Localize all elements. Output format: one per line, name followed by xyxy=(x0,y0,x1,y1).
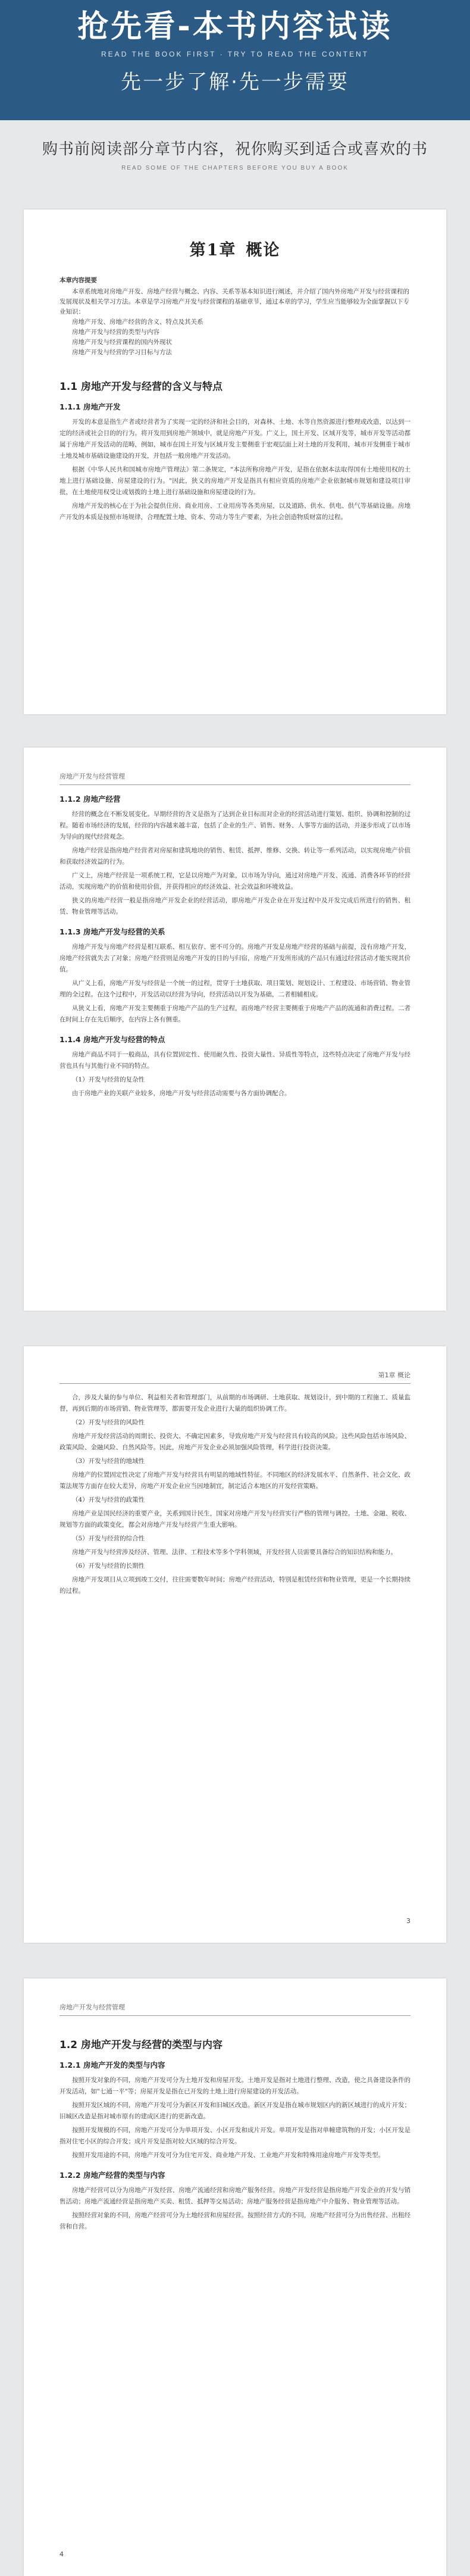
summary-item: 房地产开发与经营课程的国内外现状 xyxy=(72,339,172,346)
body-text xyxy=(59,1392,411,1597)
chapter-summary xyxy=(59,276,411,358)
paragraph: 从广义上看，房地产开发与经营是一个统一的过程，贯穿于土地获取、项目策划、规划设计、工程建设、市场营销、物业管理的全过程。在这个过程中，开发活动以经营为导向，经营活动以开发为基础，二者相辅相成。 xyxy=(59,980,411,998)
subsection-heading: 1.1.1 房地产开发 xyxy=(59,402,121,411)
paragraph: （6）开发与经营的长期性 xyxy=(72,1562,145,1570)
subsection-heading: 1.1.2 房地产经营 xyxy=(59,795,121,804)
paragraph: 房地产经营是指房地产经营者对房屋和建筑地块的销售、租赁、抵押、维修、交换、转让等一系列活动，以实现房地产价值和获取经济效益的行为。 xyxy=(59,847,411,865)
running-header: 房地产开发与经营管理 xyxy=(59,771,411,785)
page-number: 3 xyxy=(406,1917,411,1925)
paragraph: 房地产开发与房地产经营是相互联系、相互依存、密不可分的。房地产开发是房地产经营的基础与前提，没有房地产开发，房地产经营就失去了对象；房地产经营则是房地产开发的目的与归宿，房地产开发所形成的产品只有通过经营活动才能实现其价值。 xyxy=(59,943,411,973)
paragraph: 根据《中华人民共和国城市房地产管理法》第二条规定，"本法所称房地产开发，是指在依据本法取得国有土地使用权的土地上进行基础设施、房屋建设的行为。"因此，狭义的房地产开发是指具有相应资质的房地产企业依据城市规划和建设项目审批，在土地使用权受让或划拨的土地上进行基础设施和房屋建设的行为。 xyxy=(59,466,411,496)
paragraph: 按照开发区域的不同，房地产开发可分为新区开发和旧城区改造。新区开发是指在城市规划区内的新区域进行的成片开发；旧城区改造是指对城市原有的建成区进行的更新改造。 xyxy=(59,2102,411,2120)
paragraph: 合，涉及大量的参与单位、利益相关者和管理部门，从前期的市场调研、土地获取、规划设计，到中期的工程施工、质量监督，再到后期的市场营销、物业管理等，都需要开发企业进行大量的组织协调工作。 xyxy=(59,1394,411,1412)
intro-text: 购书前阅读部分章节内容，祝你购买到适合或喜欢的书 xyxy=(42,140,428,158)
paragraph: 按照开发对象的不同，房地产开发可分为土地开发和房屋开发。土地开发是指对土地进行整理、改造，使之具备建设条件的开发活动，如"七通一平"等；房屋开发是指在已开发的土地上进行房屋建设的开发活动。 xyxy=(59,2077,411,2095)
book-page-1 xyxy=(24,210,446,714)
paragraph: 房地产的位置固定性决定了房地产开发与经营具有明显的地域性特征。不同地区的经济发展水平、自然条件、社会文化、政策法规等方面存在较大差异，房地产开发企业应当因地制宜，制定适合本地区的开发经营策略。 xyxy=(59,1471,411,1490)
section-heading: 1.1 房地产开发与经营的含义与特点 xyxy=(59,381,223,393)
body-text xyxy=(59,417,411,523)
running-header: 房地产开发与经营管理 xyxy=(59,2002,411,2016)
body-text xyxy=(59,809,411,918)
paragraph: 广义上，房地产经营是一项系统工程，它是以房地产为对象，以市场为导向，通过对房地产开发、流通、消费各环节的经营活动，实现房地产的价值和使用价值，并获得相应的经济效益、社会效益和环境效益。 xyxy=(59,872,411,890)
paragraph: 狭义的房地产经营一般是指房地产开发企业的经营活动，即房地产开发企业在开发过程中及开发完成后所进行的销售、租赁、物业管理等活动。 xyxy=(59,897,411,915)
paragraph: 房地产商品不同于一般商品，具有位置固定性、使用耐久性、投资大量性、异质性等特点，这些特点决定了房地产开发与经营也具有与其他行业不同的特点。 xyxy=(59,1051,411,1070)
paragraph: 经营的概念在不断发展变化。早期经营的含义是指为了达到企业目标而对企业的经营活动进行策划、组织、协调和控制的过程。随着市场经济的发展，经营的内容越来越丰富，包括了企业的生产、销售、财务、人事等方面的活动，并逐步形成了以市场为导向的现代经营观念。 xyxy=(59,811,411,840)
banner-tagline: 先一步了解·先一步需要 xyxy=(121,70,349,94)
banner-title: 抢先看-本书内容试读 xyxy=(77,9,393,45)
subsection-heading: 1.2.2 房地产经营的类型与内容 xyxy=(59,2171,165,2180)
book-page-2 xyxy=(24,748,446,1311)
book-page-3 xyxy=(24,1346,446,1943)
paragraph: 按照开发用途的不同，房地产开发可分为住宅开发、商业地产开发、工业地产开发和特殊用途房地产开发等类型。 xyxy=(72,2152,384,2159)
body-text xyxy=(59,1049,411,1099)
paragraph: 从狭义上看，房地产开发主要侧重于房地产产品的生产过程，而房地产经营主要侧重于房地产产品的流通和消费过程。二者在时间上存在先后顺序，在内容上各有侧重。 xyxy=(59,1005,411,1023)
subsection-heading: 1.1.3 房地产开发与经营的关系 xyxy=(59,927,165,936)
paragraph: 房地产业是国民经济的重要产业，关系到国计民生，国家对房地产开发与经营实行严格的管理与调控。土地、金融、税收、规划等方面的政策变化，都会对房地产开发与经营产生重大影响。 xyxy=(59,1510,411,1528)
summary-item: 房地产开发与经营的学习目标与方法 xyxy=(72,349,172,356)
chapter-title: 概论 xyxy=(246,241,281,260)
paragraph: 房地产经营可以分为房地产开发经营、房地产流通经营和房地产服务经营。房地产开发经营是指房地产开发企业的开发与销售活动；房地产流通经营是指房地产买卖、租赁、抵押等交易活动；房地产服务经营是指房地产中介服务、物业管理等活动。 xyxy=(59,2187,411,2205)
intro-section xyxy=(0,120,470,210)
paragraph: 房地产开发的核心在于为社会提供住房、商业用房、工业用房等各类房屋，以及道路、供水、供电、供气等基础设施。房地产开发的本质是按照市场规律，合理配置土地、资本、劳动力等生产要素，为社会创造物质财富的过程。 xyxy=(59,502,411,521)
paragraph: （5）开发与经营的综合性 xyxy=(72,1535,145,1542)
section-heading: 1.2 房地产开发与经营的类型与内容 xyxy=(59,2039,223,2051)
book-page-4 xyxy=(24,1978,446,2576)
summary-intro: 本章系统地对房地产开发、房地产经营与概念、内容、关系等基本知识进行阐述，并介绍了国内外房地产开发与经营课程的发展现状及相关学习方法。本章是学习房地产开发与经营课程的基础章节，通过本章的学习，学生应当能够较为全面掌握以下专业知识： xyxy=(59,288,409,315)
paragraph: 按照经营对象的不同，房地产经营可分为土地经营和房屋经营。按照经营方式的不同，房地产经营可分为出售经营、出租经营和自营。 xyxy=(59,2212,411,2230)
subsection-heading: 1.2.1 房地产开发的类型与内容 xyxy=(59,2061,165,2069)
intro-text-en: READ SOME OF THE CHAPTERS BEFORE YOU BUY A BOOK xyxy=(121,165,349,171)
header-banner xyxy=(0,0,470,120)
paragraph: （1）开发与经营的复杂性 xyxy=(72,1076,145,1083)
paragraph: 开发的本意是指生产者或经营者为了实现一定的经济和社会目的，对森林、土地、水等自然资源进行整理或改造，以达到一定的经济或社会目的的行为。将开发用到房地产领域中，就是房地产开发。广义上，国土开发、区域开发等，城市开发等活动都属于房地产开发活动的范畴，例如，城市在国土开发与区域开发主要侧重于宏观层面上对土地的开发利用，城市开发侧重于城市土地及城市基础设施建设的开发，并包括一般房地产开发活动。 xyxy=(59,418,411,459)
paragraph: 房地产开发经营活动的周期长、投资大、不确定因素多，导致房地产开发与经营具有较高的风险。这些风险包括市场风险、政策风险、金融风险、自然风险等。因此，房地产开发企业必须加强风险管理，科学进行投资决策。 xyxy=(59,1433,411,1451)
paragraph: 房地产开发与经营涉及经济、管理、法律、工程技术等多个学科领域，开发经营人员需要具备综合的知识结构和能力。 xyxy=(72,1549,397,1556)
paragraph: （4）开发与经营的政策性 xyxy=(72,1496,145,1503)
paragraph: 按照开发规模的不同，房地产开发可分为单项开发、小区开发和成片开发。单项开发是指对单幢建筑物的开发；小区开发是指对住宅小区的综合开发；成片开发是指对较大区域的综合开发。 xyxy=(59,2127,411,2145)
chapter-heading xyxy=(59,237,411,260)
paragraph: 由于房地产业的关联产业较多，房地产开发与经营活动需要与各方面协调配合。 xyxy=(72,1090,291,1097)
body-text xyxy=(59,2185,411,2233)
summary-item: 房地产开发、房地产经营的含义、特点及其关系 xyxy=(72,318,203,326)
paragraph: （3）开发与经营的地域性 xyxy=(72,1458,145,1465)
subsection-heading: 1.1.4 房地产开发与经营的特点 xyxy=(59,1035,165,1044)
summary-item: 房地产开发与经营的类型与内容 xyxy=(72,329,159,336)
body-text xyxy=(59,2075,411,2161)
page-number: 4 xyxy=(59,2550,64,2558)
running-header: 第1章 概论 xyxy=(59,1370,411,1384)
paragraph: 房地产开发项目从立项到竣工交付，往往需要数年时间；房地产经营活动，特别是租赁经营和物业管理，更是一个长期持续的过程。 xyxy=(59,1576,411,1595)
paragraph: （2）开发与经营的风险性 xyxy=(72,1419,145,1426)
chapter-number: 第1章 xyxy=(189,241,237,260)
banner-subtitle-en: READ THE BOOK FIRST · TRY TO READ THE CONTENT xyxy=(101,50,369,58)
summary-title: 本章内容提要 xyxy=(59,277,97,284)
body-text xyxy=(59,942,411,1026)
